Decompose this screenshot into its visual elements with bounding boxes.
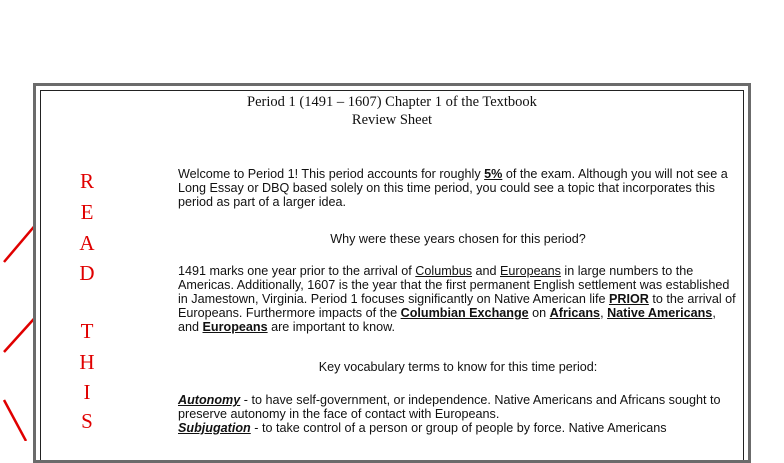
term-africans: Africans	[549, 306, 601, 320]
vocab-list	[178, 393, 738, 435]
side-letter-d: D	[79, 261, 95, 285]
arrow-3	[4, 400, 26, 441]
intro-paragraph	[178, 167, 738, 209]
body-text-7: , and	[178, 306, 716, 334]
body-text-8: are important to know.	[267, 320, 396, 334]
vocab-item	[178, 393, 738, 421]
vocab-definition: - to take control of a person or group of people by force. Native Americans	[250, 421, 667, 435]
body-text-2: and	[472, 264, 501, 278]
term-columbian-exchange: Columbian Exchange	[400, 306, 529, 320]
side-letter-h: H	[79, 350, 95, 374]
body-text-5: on	[528, 306, 550, 320]
body-text-6: ,	[600, 306, 608, 320]
side-letter-e: E	[80, 200, 94, 224]
term-native-americans: Native Americans	[607, 306, 713, 320]
body-paragraph	[178, 264, 738, 334]
term-columbus: Columbus	[415, 264, 472, 278]
intro-text-2: of the exam. Although you will not see a Long Essay or DBQ based solely on this time period, you could see a topic that incorporates this period as part of a larger idea.	[178, 167, 728, 209]
side-letter-r: R	[79, 169, 94, 193]
side-letter-s: S	[81, 409, 93, 433]
document-subtitle: Review Sheet	[351, 112, 433, 128]
body-text-1: 1491 marks one year prior to the arrival of	[178, 264, 416, 278]
body-text-3: in large numbers to the Americas. Additionally, 1607 is the year that the first permanent English settlement was established in Jamestown, Virginia. Period 1 focuses significantly on Native American life	[178, 264, 730, 306]
term-europeans-2: Europeans	[202, 320, 268, 334]
intro-text-1: Welcome to Period 1! This period accounts for roughly	[178, 167, 485, 181]
vocab-item	[178, 421, 738, 435]
document-title: Period 1 (1491 – 1607) Chapter 1 of the Textbook	[247, 94, 537, 110]
vocab-term: Autonomy	[178, 393, 241, 407]
term-europeans: Europeans	[500, 264, 561, 278]
vocab-term: Subjugation	[178, 421, 251, 435]
side-letter-i: I	[83, 380, 91, 404]
heading-why-years: Why were these years chosen for this period?	[330, 232, 586, 246]
side-letter-a: A	[79, 231, 95, 255]
intro-percent: 5%	[484, 167, 503, 181]
body-text-4: to the arrival of Europeans. Furthermore impacts of the	[178, 292, 736, 320]
term-prior: PRIOR	[608, 292, 649, 306]
vocab-definition: - to have self-government, or independence. Native Americans and Africans sought to preserve autonomy in the face of contact with Europeans.	[178, 393, 721, 421]
heading-vocabulary: Key vocabulary terms to know for this time period:	[318, 360, 598, 374]
side-letter-t: T	[80, 319, 94, 343]
